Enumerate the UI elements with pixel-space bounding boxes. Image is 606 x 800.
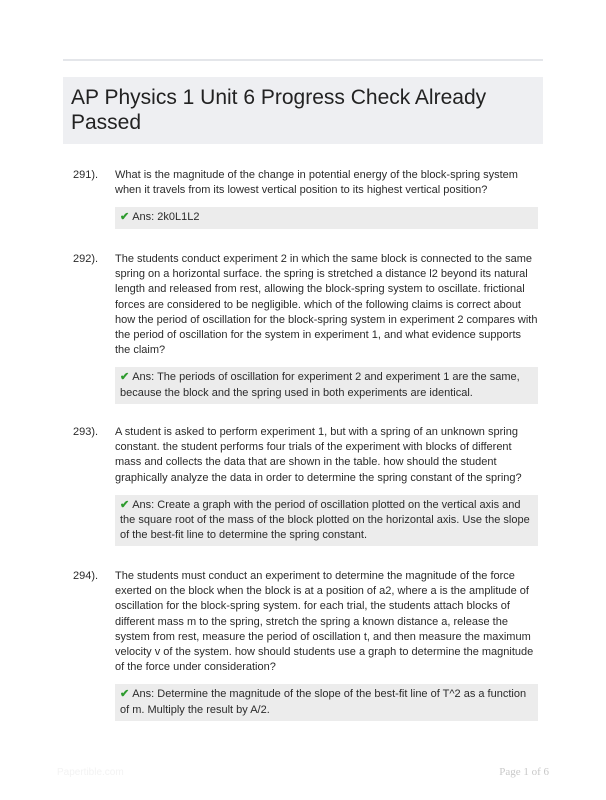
check-icon: ✔: [120, 371, 130, 384]
check-icon: ✔: [120, 688, 130, 701]
answer-box: [115, 207, 538, 228]
page-number: Page 1 of 6: [499, 766, 549, 778]
answer-text: Ans: The periods of oscillation for experiment 2 and experiment 1 are the same, because the block and the spring used in both experiments are identical.: [120, 371, 520, 399]
page-title: AP Physics 1 Unit 6 Progress Check Already Passed: [71, 86, 487, 134]
check-icon: ✔: [120, 211, 130, 224]
question-text: What is the magnitude of the change in potential energy of the block-spring system when it travels from its lowest vertical position to its highest vertical position?: [115, 169, 518, 197]
question-text: The students must conduct an experiment to determine the magnitude of the force exerted on the block when the block is at a position of a2, where a is the amplitude of oscillation for the block-spring system. for each trial, the students attach blocks of different mass m to the spring, stretch the spring a known distance a, release the system from rest, measure the period of oscillation t, and then measure the maximum velocity v of the system. how should students use a graph to determine the magnitude of the force under consideration?: [115, 570, 534, 674]
answer-box: [115, 684, 538, 720]
answer-text: Ans: Create a graph with the period of oscillation plotted on the vertical axis and the square root of the mass of the block plotted on the horizontal axis. Use the slope of the best-fit line to determine the spring constant.: [120, 498, 530, 542]
question-number: 292).: [73, 253, 99, 265]
header-rule: [63, 59, 543, 61]
answer-box: [115, 495, 538, 547]
answer-text: Ans: Determine the magnitude of the slope of the best-fit line of T^2 as a function of m. Multiply the result by A/2.: [120, 688, 527, 716]
question-text: A student is asked to perform experiment 1, but with a spring of an unknown spring constant. the student performs four trials of the experiment with blocks of different mass and collects the data that are shown in the table. how should the student graphically analyze the data in order to determine the spring constant of the spring?: [115, 426, 522, 484]
question-291: [73, 168, 538, 229]
question-number: 291).: [73, 169, 99, 181]
question-293: [73, 425, 538, 546]
question-294: [73, 569, 538, 721]
question-text: The students conduct experiment 2 in which the same block is connected to the same spring on a horizontal surface. the spring is stretched a distance l2 beyond its natural length and released from rest, allowing the block-spring system to oscillate. frictional forces are considered to be negligible. which of the following claims is correct about how the period of oscillation for the block-spring system in experiment 2 compares with the period of oscillation for the system in experiment 1, and what evidence supports the claim?: [115, 253, 538, 357]
answer-box: [115, 367, 538, 403]
question-number: 294).: [73, 570, 99, 582]
question-number: 293).: [73, 426, 99, 438]
answer-text: Ans: 2k0L1L2: [132, 211, 200, 224]
footer-watermark: Papertible.com: [57, 767, 124, 778]
question-292: [73, 252, 538, 404]
check-icon: ✔: [120, 498, 130, 511]
title-banner: [63, 77, 543, 144]
